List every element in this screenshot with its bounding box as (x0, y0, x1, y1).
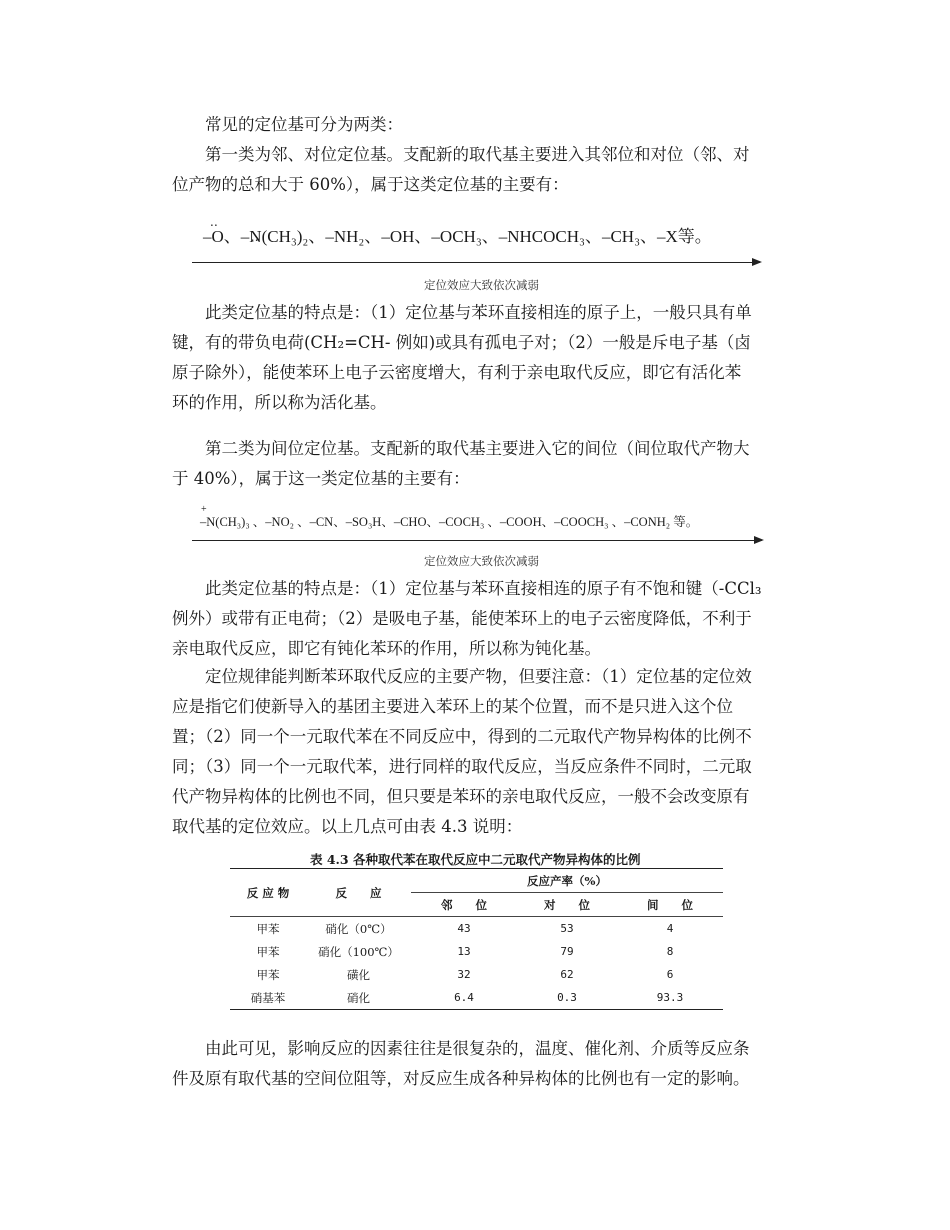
text-line: 此类定位基的特点是：（1）定位基与苯环直接相连的原子有不饱和键（-CCl₃ (205, 579, 762, 598)
cell-para: 53 (560, 922, 574, 935)
paragraph-second-class (172, 434, 784, 494)
text-line: 原子除外），能使苯环上电子云密度增大，有利于亲电取代反应，即它有活化苯 (172, 363, 742, 382)
text-line: 常见的定位基可分为两类： (205, 115, 403, 134)
paragraph-intro (172, 110, 784, 140)
text-line: 应是指它们使新导入的基团主要进入苯环上的某个位置，而不是只进入这个位 (172, 697, 733, 716)
positive-charge-n: + –N (200, 515, 215, 530)
text-line: 件及原有取代基的空间位阻等，对反应生成各种异构体的比例也有一定的影响。 (172, 1069, 750, 1088)
formula-part: (CH₃)₂ (261, 227, 309, 246)
text-line: 由此可见，影响反应的因素往往是很复杂的，温度、催化剂、介质等反应条 (205, 1039, 750, 1058)
formula-part: 、–N (308, 227, 347, 246)
cell-reactant: 甲苯 (256, 944, 280, 959)
formula-part: H、–O (402, 227, 453, 246)
formula-part: 、–N (481, 227, 520, 246)
cell-reaction: 硝化 (347, 990, 370, 1005)
header-reactant: 反 应 物 (230, 869, 306, 917)
cell-reactant: 硝基苯 (250, 990, 286, 1005)
formula-part: 、–CH₃、–X等。 (584, 227, 712, 246)
text-line: 键，有的带负电荷(CH₂=CH- 例如)或具有孤电子对；（2）一般是斥电子基（卤 (172, 333, 751, 352)
paragraph-rules (172, 662, 784, 842)
formula-part: 、–O (364, 227, 403, 246)
text-line: 取代基的定位效应。以上几点可由表 4.3 说明： (172, 817, 523, 836)
text-line: 第一类为邻、对位定位基。支配新的取代基主要进入其邻位和对位（邻、对 (205, 145, 750, 164)
text-line: 于 40%），属于这一类定位基的主要有： (172, 469, 470, 488)
cell-reaction: 硝化（0℃） (325, 921, 392, 936)
paragraph-conclusion (172, 1034, 784, 1094)
text-line: 置；（2）同一个一元取代苯在不同反应中，得到的二元取代产物异构体的比例不 (172, 727, 752, 746)
cell-meta: 4 (666, 922, 674, 935)
decreasing-effect-arrow (192, 262, 760, 263)
text-line: 同；（3）同一个一元取代苯，进行同样的取代反应，当反应条件不同时，二元取 (172, 757, 752, 776)
formula-part: (CH₃)₃ 、–NO₂ 、–CN、–SO₃H、–CHO、–COCH₃ 、–COOH、–COOCH₃ 、–CONH₂ 等。 (215, 515, 699, 529)
cell-meta: 6 (666, 968, 674, 981)
cell-reactant: 甲苯 (256, 967, 280, 982)
text-line: 定位规律能判断苯环取代反应的主要产物，但要注意：（1）定位基的定位效 (205, 667, 752, 686)
cell-ortho: 6.4 (454, 991, 474, 1004)
text-line: 亲电取代反应，即它有钝化苯环的作用，所以称为钝化基。 (172, 639, 601, 658)
cell-meta: 93.3 (656, 991, 684, 1004)
table-row (230, 917, 723, 941)
header-para: 对 位 (517, 893, 617, 917)
text-line: 此类定位基的特点是：（1）定位基与苯环直接相连的原子上，一般只具有单 (205, 303, 752, 322)
text-line: 环的作用，所以称为活化基。 (172, 393, 387, 412)
cell-para: 0.3 (557, 991, 577, 1004)
cell-reaction: 硝化（100℃） (318, 944, 399, 959)
meta-director-list (200, 512, 698, 530)
table-row (230, 986, 723, 1010)
paragraph-first-class (172, 140, 784, 200)
arrow-caption: 定位效应大致依次减弱 (424, 554, 539, 568)
text-line: 位产物的总和大于 60%），属于这类定位基的主要有： (172, 175, 569, 194)
table-row (230, 940, 723, 963)
cell-ortho: 43 (457, 922, 471, 935)
text-line: 例外）或带有正电荷；（2）是吸电子基，能使苯环上的电子云密度降低，不利于 (172, 609, 752, 628)
lone-pair-dots: ‥ –O (203, 227, 224, 247)
table-title: 表 4.3 各种取代苯在取代反应中二元取代产物异构体的比例 (310, 852, 641, 867)
text-line: 第二类为间位定位基。支配新的取代基主要进入它的间位（间位取代产物大 (205, 439, 750, 458)
cell-ortho: 13 (457, 945, 471, 958)
cell-para: 79 (560, 945, 574, 958)
ortho-para-director-list (203, 222, 712, 247)
decreasing-effect-arrow (192, 540, 762, 541)
paragraph-first-traits (172, 298, 784, 418)
header-reaction: 反 应 (306, 869, 411, 917)
formula-part: H₂ (346, 227, 365, 246)
cell-meta: 8 (666, 945, 674, 958)
header-meta: 间 位 (617, 893, 723, 917)
cell-reaction: 磺化 (347, 967, 370, 982)
isomer-ratio-table (230, 868, 723, 1010)
paragraph-second-traits (172, 574, 784, 664)
arrow-caption: 定位效应大致依次减弱 (424, 278, 539, 292)
formula-part: HCOCH₃ (519, 227, 585, 246)
cell-reactant: 甲苯 (256, 921, 280, 936)
formula-part: 、–N (223, 227, 262, 246)
formula-part: CH₃ (452, 227, 482, 246)
table-row (230, 963, 723, 986)
header-yield-group: 反应产率（%） (411, 869, 723, 893)
cell-para: 62 (560, 968, 574, 981)
header-ortho: 邻 位 (411, 893, 517, 917)
cell-ortho: 32 (457, 968, 471, 981)
text-line: 代产物异构体的比例也不同，但只要是苯环的亲电取代反应，一般不会改变原有 (172, 787, 750, 806)
